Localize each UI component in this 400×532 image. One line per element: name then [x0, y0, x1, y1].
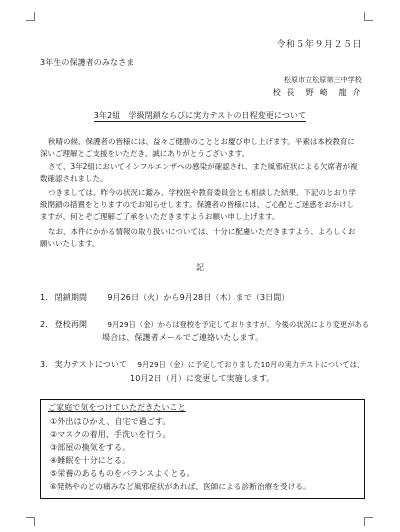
item-text: 9月29日（金）に予定しておりました10月の実力テストについては、 [137, 360, 365, 369]
paragraph-greeting: 秋晴の候、保護者の皆様には、益々ご健勝のこととお慶び申し上げます。平素は本校教育に深いご理解とご支援をいただき、誠にありがとうございます。 [40, 137, 355, 158]
list-item-school-reopen [40, 320, 369, 330]
document-title-text: 3年2組 学級閉鎖ならびに実力テストの日程変更について [93, 111, 307, 120]
item-number: 3. [40, 360, 48, 369]
recipient-line: 3年生の保護者のみなさま [40, 58, 135, 67]
principal-name: 校 長 野 崎 龍 介 [272, 88, 362, 97]
document-title [0, 111, 400, 121]
school-name: 松原市立松原第三中学校 [283, 76, 362, 84]
list-item-closure-period [40, 293, 289, 303]
precaution-item: ②マスクの着用、手洗いを行う。 [50, 430, 171, 439]
precaution-item: ⑤栄養のあるものをバランスよくとる。 [50, 469, 195, 478]
crop-mark-top-left [26, 12, 35, 21]
precaution-item: ⑥発熱やのどの痛みなど風邪症状があれば、医師による診断治療を受ける。 [50, 482, 311, 491]
issue-date: 令和５年９月２５日 [276, 40, 362, 50]
precautions-title: ご家庭で気をつけていただきたいこと [48, 403, 186, 412]
precaution-item: ③部屋の換気をする。 [50, 443, 131, 452]
item-label: 登校再開 [54, 320, 88, 329]
item-label: 実力テストについて [54, 360, 128, 369]
item-text-continued: 場合は、保護者メールでご連絡いたします。 [102, 333, 264, 342]
precaution-item: ①外出はひかえ、自宅で過ごす。 [50, 417, 171, 426]
item-text: 9月29日（金）からは登校を予定しておりますが、今後の状況により変更がある [107, 320, 370, 329]
item-number: 1. [40, 293, 48, 302]
item-label: 閉鎖期間 [54, 293, 88, 302]
crop-mark-bottom-right [364, 517, 373, 526]
crop-mark-bottom-left [26, 517, 35, 526]
paragraph-privacy: なお、本件にかかる情報の取り扱いについては、十分に配慮いただきますよう、よろしくお願いいたします。 [40, 227, 356, 248]
ki-heading: 記 [195, 263, 205, 272]
item-text-continued: 10月2日（月）に変更して実施します。 [130, 374, 275, 383]
list-item-exam-change [40, 360, 364, 370]
item-text: 9月26日（火）から9月28日（木）まで（3日間） [107, 293, 290, 302]
precaution-item: ④睡眠を十分にとる。 [50, 456, 131, 465]
paragraph-situation: さて、3年2組においてインフルエンザへの感染が確認され、また風邪症状による欠席者が複数確認されました。 [40, 162, 358, 183]
item-number: 2. [40, 320, 48, 329]
crop-mark-top-right [364, 12, 373, 21]
paragraph-measures: つきましては、昨今の状況に鑑み、学校医や教育委員会とも相談した結果、下記のとおり学級閉鎖の措置をとりますのでお知らせします。保護者の皆様には、ご心配とご迷惑をおかけしますが、何とぞご理解ご了承をいただきますようお願い申し上げます。 [40, 188, 356, 221]
